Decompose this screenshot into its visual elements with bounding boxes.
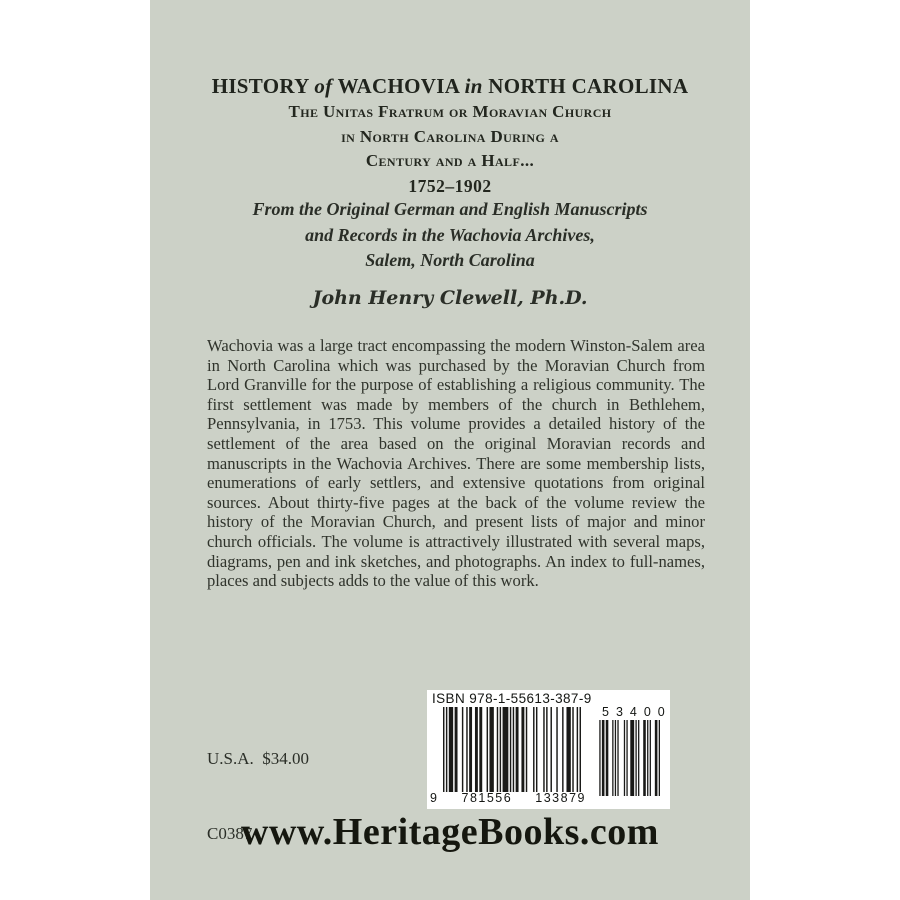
ean13-digit-lead: 9 <box>430 791 439 805</box>
year-range: 1752–1902 <box>408 175 492 196</box>
imprint-line-3: Salem, North Carolina <box>365 250 535 270</box>
ean13-barcode-icon <box>443 707 581 792</box>
subtitle-line-2: in North Carolina During a <box>341 126 559 146</box>
imprint-line-2: and Records in the Wachovia Archives, <box>305 224 595 245</box>
book-title <box>150 72 750 100</box>
website-url: www.HeritageBooks.com <box>241 811 659 853</box>
title-word-2: WACHOVIA <box>337 74 459 98</box>
barcode-panel <box>427 690 670 809</box>
ean13-digits <box>430 791 586 805</box>
imprint-line-1: From the Original German and English Manuscripts <box>252 199 648 219</box>
title-block <box>150 72 750 199</box>
title-word-1: HISTORY <box>211 74 309 98</box>
ean13-digit-group-2: 133879 <box>535 791 586 805</box>
price-usa: U.S.A. $34.00 <box>207 749 310 768</box>
price-block <box>207 696 309 896</box>
book-description: Wachovia was a large tract encompassing the modern Winston-Salem area in North Carolina which was purchased by the Moravian Church from Lord Granville for the purpose of establishing a religious community. The first settlement was made by members of the church in Bethlehem, Pennsylvania, in 1753. This volume provides a detailed history of the settlement of the area based on the original Moravian records and manuscripts in the Wachovia Archives. There are some membership lists, enumerations of early settlers, and extensive quotations from original sources. About thirty-five pages at the back of the volume review the history of the Moravian Church, and present lists of major and minor church officials. The volume is attractively illustrated with several maps, diagrams, pen and ink sketches, and photographs. An index to full-names, places and subjects adds to the value of this work. <box>207 336 705 591</box>
subtitle-line-3: Century and a Half... <box>365 151 535 170</box>
addon-barcode-icon <box>598 720 660 796</box>
author-name: John Henry Clewell, Ph.D. <box>312 287 588 309</box>
title-word-3: NORTH CAROLINA <box>488 74 689 98</box>
isbn-label: ISBN 978-1-55613-387-9 <box>432 691 592 706</box>
catalog-code: C0387 <box>207 824 253 843</box>
book-back-cover <box>150 0 750 900</box>
title-connector-in: in <box>464 74 483 98</box>
ean13-digit-group-1: 781556 <box>461 791 513 805</box>
subtitle-line-1: The Unitas Fratrum or Moravian Church <box>288 102 612 121</box>
addon-digits: 53400 <box>602 705 672 719</box>
imprint-block <box>150 197 750 274</box>
title-connector-of: of <box>314 74 333 98</box>
